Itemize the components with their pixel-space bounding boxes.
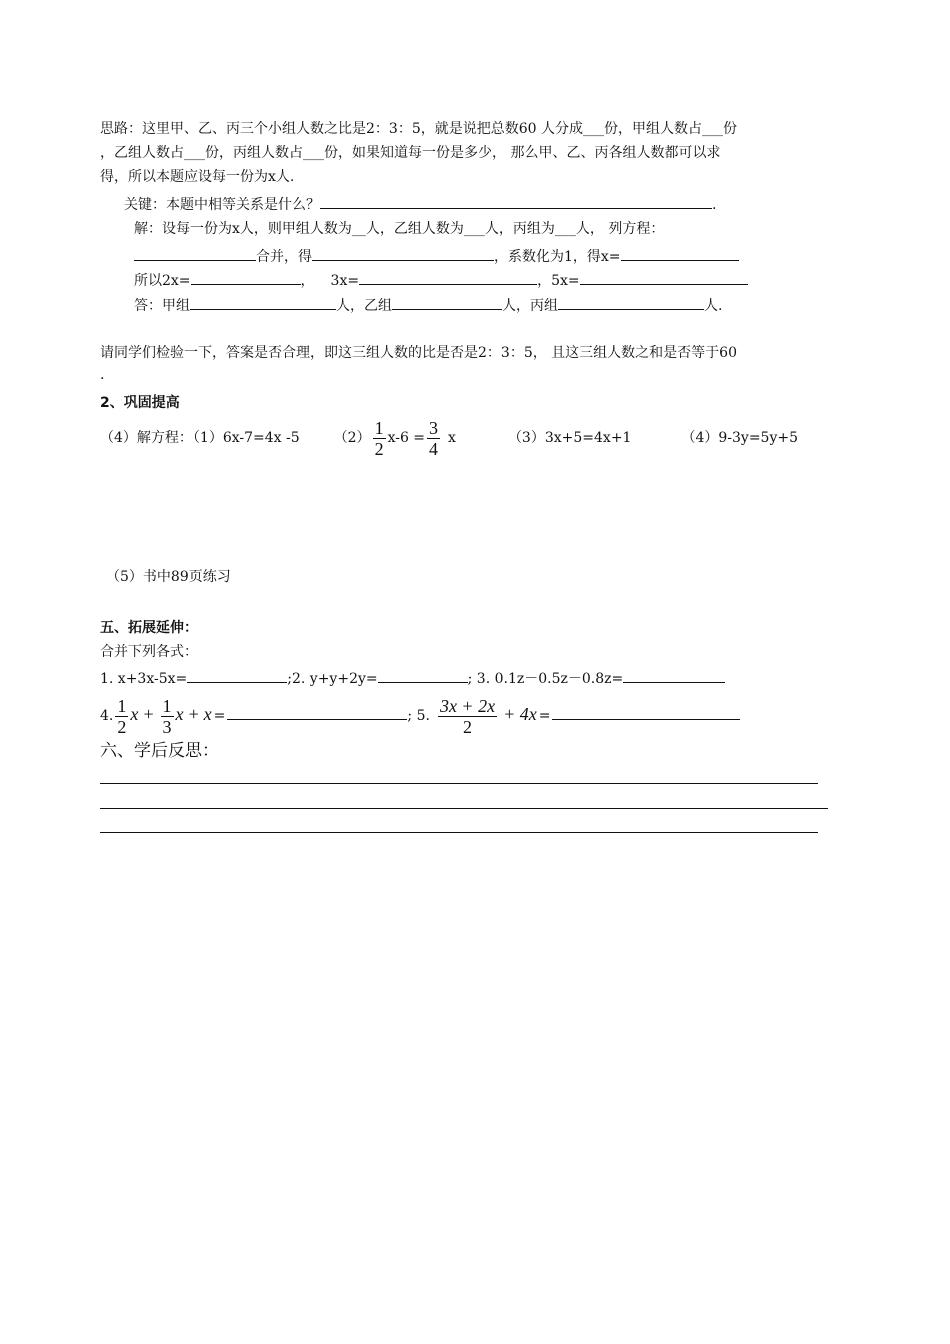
section-5-intro: 合并下列各式： xyxy=(100,644,198,660)
q4-x2: x xyxy=(175,704,184,724)
q4-fraction-third: $\frac{1}{3}$ xyxy=(162,695,172,737)
five-x-field[interactable] xyxy=(580,270,748,285)
hebing-label: 合并，得 xyxy=(256,249,312,265)
exercise-4-part-4: （4）9-3y=5y+5 xyxy=(681,430,799,446)
q5-equals: = xyxy=(538,708,551,724)
guanjian-end: . xyxy=(712,197,717,213)
check-line-1: 请同学们检验一下，答案是否合理，即这三组人数的比是否是2：3：5， 且这三组人数之和是否等于60 xyxy=(100,345,737,361)
sirui-line-2: ，乙组人数占___份，丙组人数占___份，如果知道每一份是多少， 那么甲、乙、丙各组人数都可以求 xyxy=(100,145,721,161)
exercise-4-after: x xyxy=(448,430,456,446)
combine-q3-field[interactable] xyxy=(623,668,725,683)
yi-group-field[interactable] xyxy=(392,295,502,310)
bing-group-field[interactable] xyxy=(558,295,704,310)
combine-q5-label: ; 5. xyxy=(407,708,430,724)
combine-q4-field[interactable] xyxy=(227,705,407,720)
fraction-one-half: $\frac{1}{2}$ xyxy=(374,417,384,459)
jia-group-field[interactable] xyxy=(190,295,336,310)
section-2-title: 2、巩固提高 xyxy=(100,395,180,411)
da-label: 答：甲组 xyxy=(134,298,190,314)
bing-label: 人，丙组 xyxy=(502,298,558,314)
exercise-4-part-1: （4）解方程：（1）6x-7=4x -5 xyxy=(100,430,300,446)
q4-equals: = xyxy=(213,708,226,724)
fraction-three-quarters: $\frac{3}{4}$ xyxy=(429,417,439,459)
section-6-title: 六、学后反思： xyxy=(100,741,219,761)
da-line xyxy=(134,295,722,315)
q4-x1: x xyxy=(130,704,139,724)
exercise-4-mid: x-6 = xyxy=(387,430,426,446)
da-end: 人. xyxy=(704,298,723,314)
guanjian-answer-field[interactable] xyxy=(320,194,712,209)
combine-q5-field[interactable] xyxy=(552,705,740,720)
q4-x3: x xyxy=(203,704,212,724)
comma-1: ， xyxy=(300,273,315,289)
q5-fraction: $\frac{3x + 2x}{2}$ xyxy=(439,695,496,737)
sirui-line-3: 得，所以本题应设每一份为x人. xyxy=(100,169,295,185)
reflection-line-2[interactable] xyxy=(100,808,828,809)
combine-q2: ;2. y+y+2y= xyxy=(287,671,378,687)
q5-tail: + 4x xyxy=(503,704,537,724)
exercise-4-part-3: （3）3x+5=4x+1 xyxy=(507,430,632,446)
guanjian-label: 关键：本题中相等关系是什么？ xyxy=(124,197,320,213)
three-x-label: 3x= xyxy=(330,273,360,289)
q4-plus-1: + xyxy=(142,704,155,724)
reflection-line-3[interactable] xyxy=(100,832,818,833)
xishu-label: ，系数化为1，得x= xyxy=(494,249,621,265)
two-x-field[interactable] xyxy=(191,270,301,285)
x-value-field[interactable] xyxy=(621,246,739,261)
exercise-4-line xyxy=(100,414,798,462)
yi-label: 人，乙组 xyxy=(336,298,392,314)
check-line-2: . xyxy=(100,367,105,383)
combine-q1-field[interactable] xyxy=(187,668,287,683)
q4-fraction-half: $\frac{1}{2}$ xyxy=(117,695,127,737)
combine-line-1 xyxy=(100,668,725,688)
exercise-4-part-2-label: （2） xyxy=(333,430,371,446)
equation-field[interactable] xyxy=(134,246,256,261)
three-x-field[interactable] xyxy=(359,270,537,285)
q4-plus-2: + xyxy=(187,704,200,724)
guanjian-line xyxy=(124,194,716,214)
suoyi-label: 所以2x= xyxy=(134,273,191,289)
jie-line-1: 解：设每一份为x人，则甲组人数为__人，乙组人数为___人，丙组为___人， 列方程： xyxy=(134,221,665,237)
reflection-line-1[interactable] xyxy=(100,783,818,784)
combine-q1: 1. x+3x-5x= xyxy=(100,671,188,687)
sirui-line-1: 思路：这里甲、乙、丙三个小组人数之比是2：3：5，就是说把总数60 人分成___份，甲组人数占___份 xyxy=(100,121,737,137)
combine-q2-field[interactable] xyxy=(378,668,468,683)
hebing-field[interactable] xyxy=(312,246,494,261)
five-x-label: ，5x= xyxy=(537,273,580,289)
combine-q3: ; 3. 0.1z－0.5z－0.8z= xyxy=(467,671,624,687)
jie-line-2 xyxy=(134,246,739,266)
combine-q4-label: 4. xyxy=(100,708,114,724)
exercise-5: （5）书中89页练习 xyxy=(106,569,231,585)
section-5-title: 五、拓展延伸： xyxy=(100,620,198,636)
combine-line-2 xyxy=(100,690,740,740)
jie-line-3 xyxy=(134,270,748,290)
